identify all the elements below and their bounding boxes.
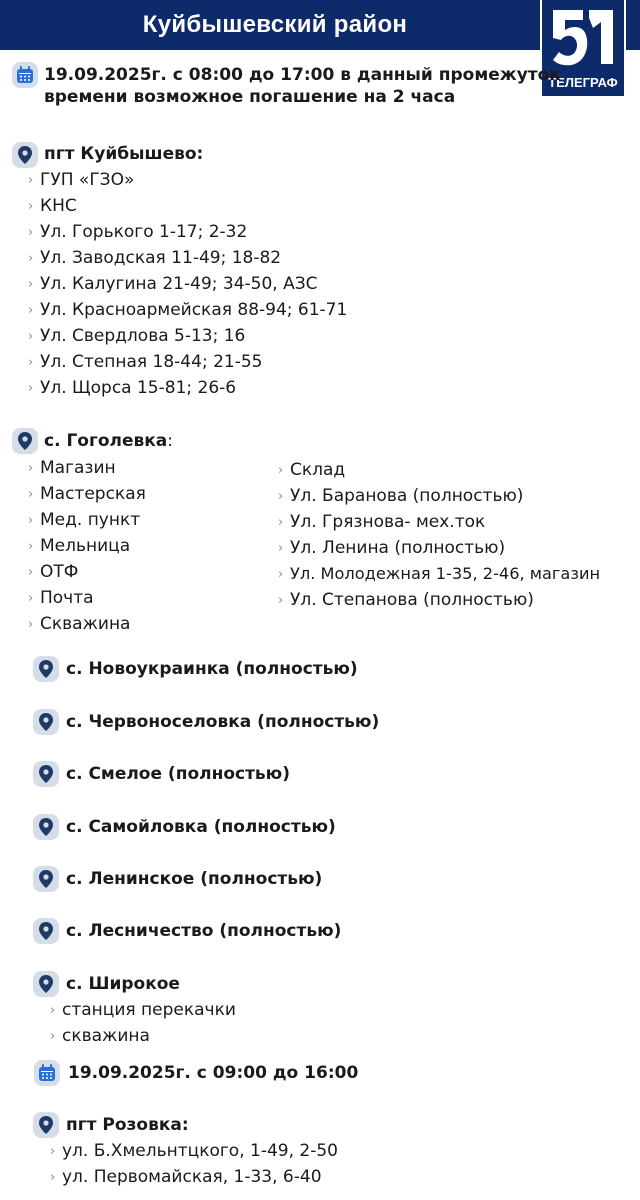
list-item: › Склад	[278, 460, 346, 480]
village-title: с. Самойловка (полностью)	[66, 817, 336, 837]
list-item: › Ул. Свердлова 5-13; 16	[28, 326, 246, 346]
location-pin-icon	[33, 918, 59, 944]
logo-51-icon	[549, 6, 617, 68]
village-title: с. Червоноселовка (полностью)	[66, 712, 380, 732]
list-item: › Ул. Молодежная 1-35, 2-46, магазин	[278, 564, 601, 583]
list-item: › Ул. Заводская 11-49; 18-82	[28, 248, 282, 268]
rozovka-title: пгт Розовка:	[66, 1115, 189, 1135]
list-item: › станция перекачки	[50, 1000, 236, 1020]
location-pin-icon	[12, 428, 38, 454]
village-title: с. Ленинское (полностью)	[66, 869, 323, 889]
location-pin-icon	[33, 866, 59, 892]
list-item: › Магазин	[28, 458, 116, 478]
list-item: › ОТФ	[28, 562, 79, 582]
list-item: › ГУП «ГЗО»	[28, 170, 135, 190]
list-item: › скважина	[50, 1026, 150, 1046]
gogolevka-title: с. Гоголевка:	[44, 431, 174, 451]
list-item: › Ул. Горького 1-17; 2-32	[28, 222, 248, 242]
list-item: › ул. Б.Хмельнтцкого, 1-49, 2-50	[50, 1141, 338, 1161]
list-item: › Мастерская	[28, 484, 146, 504]
location-pin-icon	[33, 971, 59, 997]
list-item: › Ул. Калугина 21-49; 34-50, АЗС	[28, 274, 318, 294]
location-pin-icon	[33, 709, 59, 735]
village-title: с. Новоукраинка (полностью)	[66, 659, 358, 679]
list-item: › Мельница	[28, 536, 131, 556]
village-title: с. Лесничество (полностью)	[66, 921, 342, 941]
village-title: с. Смелое (полностью)	[66, 764, 290, 784]
list-item: › Ул. Ленина (полностью)	[278, 538, 506, 558]
location-pin-icon	[33, 761, 59, 787]
list-item: › ул. Первомайская, 1-33, 6-40	[50, 1167, 322, 1187]
calendar-icon	[34, 1060, 60, 1086]
list-item: › Ул. Степная 18-44; 21-55	[28, 352, 263, 372]
list-item: › КНС	[28, 196, 77, 216]
schedule-1-text	[44, 64, 564, 108]
location-pin-icon	[12, 142, 38, 168]
list-item: › Ул. Грязнова- мех.ток	[278, 512, 486, 532]
location-pin-icon	[33, 814, 59, 840]
schedule-1-line2: времени возможное погашение на 2 часа	[44, 87, 456, 107]
kuibyshevo-title: пгт Куйбышево:	[44, 144, 204, 164]
schedule-1-line1: 19.09.2025г. с 08:00 до 17:00 в данный промежуток	[44, 65, 561, 85]
logo-text: ТЕЛЕГРАФ	[548, 75, 618, 90]
list-item: › Мед. пункт	[28, 510, 141, 530]
header-title: Куйбышевский район	[142, 11, 408, 38]
shirokoe-title: с. Широкое	[66, 974, 180, 994]
list-item: › Ул. Степанова (полностью)	[278, 590, 534, 610]
list-item: › Скважина	[28, 614, 131, 634]
location-pin-icon	[33, 656, 59, 682]
schedule-2-text: 19.09.2025г. с 09:00 до 16:00	[68, 1063, 359, 1083]
location-pin-icon	[33, 1112, 59, 1138]
list-item: › Ул. Красноармейская 88-94; 61-71	[28, 300, 348, 320]
calendar-icon	[12, 62, 38, 88]
list-item: › Почта	[28, 588, 94, 608]
list-item: › Ул. Баранова (полностью)	[278, 486, 524, 506]
list-item: › Ул. Щорса 15-81; 26-6	[28, 378, 237, 398]
